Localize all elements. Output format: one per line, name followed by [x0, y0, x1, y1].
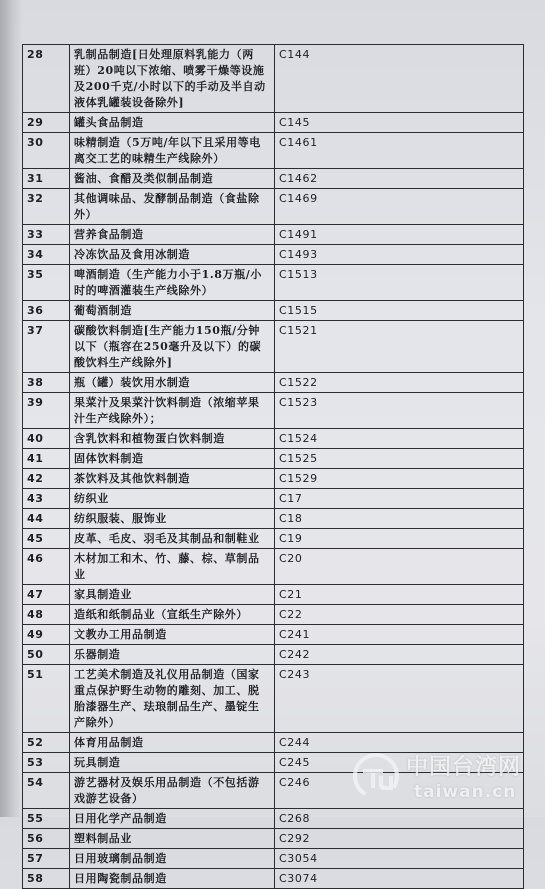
row-number: 57: [23, 849, 70, 869]
industry-name: 果菜汁及果菜汁饮料制造（浓缩苹果汁生产线除外）；: [70, 393, 275, 429]
table-row: [23, 665, 524, 733]
table-row: [23, 113, 524, 133]
industry-name: 玩具制造: [70, 753, 275, 773]
industry-code: C244: [275, 733, 524, 753]
industry-name: 冷冻饮品及食用冰制造: [70, 245, 275, 265]
industry-name: 皮革、毛皮、羽毛及其制品和制鞋业: [70, 529, 275, 549]
industry-code: C22: [275, 605, 524, 625]
row-number: 40: [23, 429, 70, 449]
table-row: [23, 373, 524, 393]
industry-name: 碳酸饮料制造[生产能力150瓶/分钟以下（瓶容在250毫升及以下）的碳酸饮料生产线除外]: [70, 321, 275, 373]
row-number: 45: [23, 529, 70, 549]
industry-name: 家具制造业: [70, 585, 275, 605]
row-number: 33: [23, 225, 70, 245]
industry-name: 酱油、食醋及类似制品制造: [70, 169, 275, 189]
table-row: [23, 429, 524, 449]
page-edge-shadow: [0, 0, 22, 817]
row-number: 51: [23, 665, 70, 733]
industry-name: 日用陶瓷制品制造: [70, 869, 275, 889]
industry-name: 啤酒制造（生产能力小于1.8万瓶/小时的啤酒灌装生产线除外）: [70, 265, 275, 301]
industry-code: C243: [275, 665, 524, 733]
row-number: 36: [23, 301, 70, 321]
row-number: 44: [23, 509, 70, 529]
table-row: [23, 321, 524, 373]
industry-code: C144: [275, 45, 524, 113]
industry-name: 体育用品制造: [70, 733, 275, 753]
industry-code: C1522: [275, 373, 524, 393]
industry-name: 葡萄酒制造: [70, 301, 275, 321]
industry-code: C1525: [275, 449, 524, 469]
row-number: 29: [23, 113, 70, 133]
row-number: 53: [23, 753, 70, 773]
table-row: [23, 645, 524, 665]
industry-name: 瓶（罐）装饮用水制造: [70, 373, 275, 393]
row-number: 42: [23, 469, 70, 489]
row-number: 32: [23, 189, 70, 225]
table-row: [23, 133, 524, 169]
industry-code: C1513: [275, 265, 524, 301]
industry-name: 纺织服装、服饰业: [70, 509, 275, 529]
industry-name: 塑料制品业: [70, 829, 275, 849]
industry-code: C268: [275, 809, 524, 829]
industry-code: C242: [275, 645, 524, 665]
industry-code: C20: [275, 549, 524, 585]
table-row: [23, 849, 524, 869]
table-row: [23, 625, 524, 645]
row-number: 41: [23, 449, 70, 469]
row-number: 49: [23, 625, 70, 645]
row-number: 34: [23, 245, 70, 265]
row-number: 35: [23, 265, 70, 301]
row-number: 58: [23, 869, 70, 889]
industry-code: C1462: [275, 169, 524, 189]
industry-code: C3074: [275, 869, 524, 889]
table-row: [23, 469, 524, 489]
industry-name: 固体饮料制造: [70, 449, 275, 469]
watermark-chinese-text: 中国台湾网: [406, 755, 522, 780]
row-number: 28: [23, 45, 70, 113]
industry-code: C245: [275, 753, 524, 773]
table-row: [23, 265, 524, 301]
industry-code: C1469: [275, 189, 524, 225]
row-number: 30: [23, 133, 70, 169]
table-row: [23, 449, 524, 469]
industry-code: C19: [275, 529, 524, 549]
industry-code: C17: [275, 489, 524, 509]
row-number: 47: [23, 585, 70, 605]
industry-name: 日用化学产品制造: [70, 809, 275, 829]
table-row: [23, 869, 524, 889]
industry-code: C241: [275, 625, 524, 645]
row-number: 52: [23, 733, 70, 753]
industry-code: C18: [275, 509, 524, 529]
row-number: 54: [23, 773, 70, 809]
row-number: 50: [23, 645, 70, 665]
industry-code: C1529: [275, 469, 524, 489]
table-row: [23, 809, 524, 829]
industry-name: 日用玻璃制品制造: [70, 849, 275, 869]
industry-name: 茶饮料及其他饮料制造: [70, 469, 275, 489]
industry-name: 纺织业: [70, 489, 275, 509]
table-row: [23, 489, 524, 509]
table-row: [23, 169, 524, 189]
industry-code: C246: [275, 773, 524, 809]
row-number: 48: [23, 605, 70, 625]
table-row: [23, 829, 524, 849]
industry-code: C3054: [275, 849, 524, 869]
industry-code: C1493: [275, 245, 524, 265]
row-number: 43: [23, 489, 70, 509]
table-row: [23, 549, 524, 585]
industry-name: 木材加工和木、竹、藤、棕、草制品业: [70, 549, 275, 585]
industry-name: 乐器制造: [70, 645, 275, 665]
industry-name: 文教办工用品制造: [70, 625, 275, 645]
industry-code: C1491: [275, 225, 524, 245]
table-row: [23, 245, 524, 265]
watermark-english-text: taiwan.cn: [414, 782, 517, 802]
table-row: [23, 225, 524, 245]
industry-name: 含乳饮料和植物蛋白饮料制造: [70, 429, 275, 449]
industry-code: C1461: [275, 133, 524, 169]
table-row: [23, 393, 524, 429]
row-number: 39: [23, 393, 70, 429]
industry-code: C1515: [275, 301, 524, 321]
taiwan-net-logo-icon: [352, 752, 400, 800]
industry-code: C1523: [275, 393, 524, 429]
table-row: [23, 301, 524, 321]
industry-name: 游艺器材及娱乐用品制造（不包括游戏游艺设备）: [70, 773, 275, 809]
row-number: 31: [23, 169, 70, 189]
industry-code: C145: [275, 113, 524, 133]
table-row: [23, 509, 524, 529]
table-row: [23, 45, 524, 113]
industry-name: 乳制品制造[日处理原料乳能力（两班）20吨以下浓缩、喷雾干燥等设施及200千克/小时以下的手动及半自动液体乳罐装设备除外]: [70, 45, 275, 113]
row-number: 55: [23, 809, 70, 829]
industry-name: 味精制造（5万吨/年以下且采用等电离交工艺的味精生产线除外）: [70, 133, 275, 169]
table-row: [23, 605, 524, 625]
industry-code: C1521: [275, 321, 524, 373]
table-row: [23, 529, 524, 549]
industry-code: C1524: [275, 429, 524, 449]
industry-name: 工艺美术制造及礼仪用品制造（国家重点保护野生动物的雕刻、加工、脱胎漆器生产、珐琅制品生产、墨锭生产除外）: [70, 665, 275, 733]
row-number: 56: [23, 829, 70, 849]
row-number: 37: [23, 321, 70, 373]
industry-code: C292: [275, 829, 524, 849]
industry-code: C21: [275, 585, 524, 605]
industry-name: 造纸和纸制品业（宣纸生产除外）: [70, 605, 275, 625]
table-row: [23, 585, 524, 605]
row-number: 38: [23, 373, 70, 393]
industry-name: 营养食品制造: [70, 225, 275, 245]
industry-name: 罐头食品制造: [70, 113, 275, 133]
table-row: [23, 189, 524, 225]
watermark: [352, 746, 542, 810]
row-number: 46: [23, 549, 70, 585]
industry-name: 其他调味品、发酵制品制造（食盐除外）: [70, 189, 275, 225]
